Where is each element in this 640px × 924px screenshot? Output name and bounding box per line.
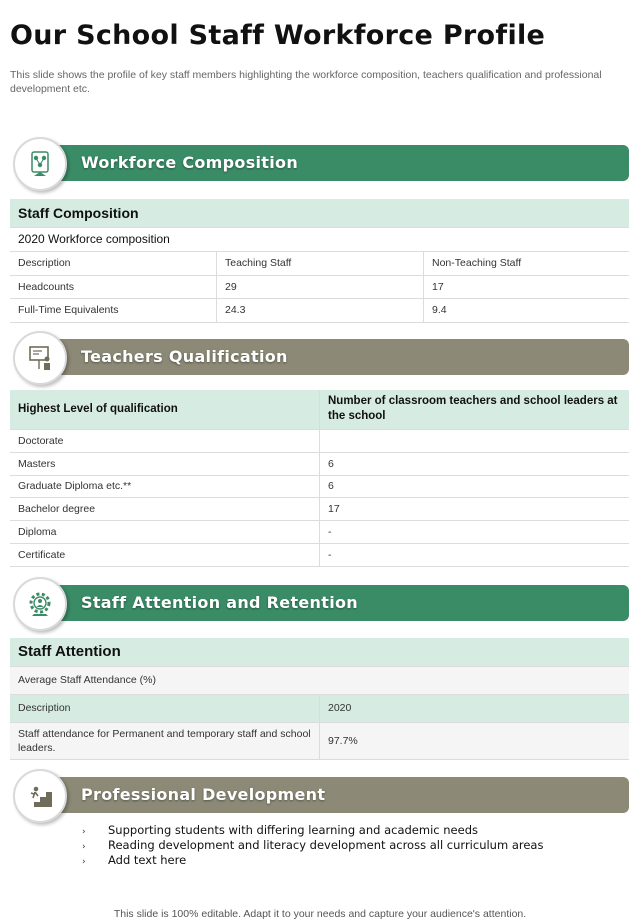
qualification-banner	[40, 339, 629, 375]
table-row	[10, 390, 629, 429]
chevron-right-icon: ›	[82, 857, 86, 867]
table-cell: 29	[217, 275, 424, 298]
staff-attention-heading: Staff Attention	[10, 638, 629, 666]
development-banner-title: Professional Development	[81, 785, 326, 804]
workforce-banner	[40, 145, 629, 181]
table-cell: 17	[424, 275, 630, 298]
table-row	[10, 275, 629, 298]
table-row	[10, 298, 629, 322]
table-cell	[320, 429, 630, 452]
table-row	[10, 251, 629, 275]
table-row	[10, 694, 629, 722]
column-header: Highest Level of qualification	[10, 390, 320, 429]
table-cell: -	[320, 543, 630, 566]
table-cell: 97.7%	[320, 722, 630, 759]
qualification-table	[10, 390, 629, 567]
table-row	[10, 199, 629, 227]
people-network-icon	[13, 137, 67, 191]
table-cell: Doctorate	[10, 429, 320, 452]
development-bullet-list	[82, 823, 543, 868]
table-row	[10, 666, 629, 694]
development-banner	[40, 777, 629, 813]
table-cell: 6	[320, 475, 630, 497]
bullet-text: Supporting students with differing learning and academic needs	[108, 823, 478, 837]
attention-banner	[40, 585, 629, 621]
attendance-subheading: Average Staff Attendance (%)	[10, 666, 629, 694]
table-cell: Diploma	[10, 520, 320, 543]
table-cell: Full-Time Equivalents	[10, 298, 217, 322]
chevron-right-icon: ›	[82, 827, 86, 837]
teacher-board-icon	[13, 331, 67, 385]
table-row	[10, 429, 629, 452]
column-header: Non-Teaching Staff	[424, 251, 630, 275]
table-cell: 17	[320, 497, 630, 520]
table-cell: 6	[320, 452, 630, 475]
table-row	[10, 475, 629, 497]
workforce-subheading: 2020 Workforce composition	[10, 227, 629, 251]
table-cell: Bachelor degree	[10, 497, 320, 520]
staff-composition-heading: Staff Composition	[10, 199, 629, 227]
table-row	[10, 227, 629, 251]
list-item	[82, 838, 543, 853]
attention-table	[10, 638, 629, 760]
qualification-banner-title: Teachers Qualification	[81, 347, 288, 366]
column-header: Description	[10, 694, 320, 722]
page-subtitle: This slide shows the profile of key staff members highlighting the workforce composition, teachers qualification and professional development etc.	[10, 69, 602, 95]
table-cell: Certificate	[10, 543, 320, 566]
attention-banner-title: Staff Attention and Retention	[81, 593, 358, 612]
table-row	[10, 722, 629, 759]
workforce-banner-title: Workforce Composition	[81, 153, 299, 172]
table-cell: Graduate Diploma etc.**	[10, 475, 320, 497]
footer-note: This slide is 100% editable. Adapt it to your needs and capture your audience's attention.	[113, 908, 527, 920]
table-cell: 9.4	[424, 298, 630, 322]
bullet-text: Reading development and literacy development across all curriculum areas	[108, 838, 544, 852]
table-cell: 24.3	[217, 298, 424, 322]
table-cell: Headcounts	[10, 275, 217, 298]
column-header: Teaching Staff	[217, 251, 424, 275]
table-cell: -	[320, 520, 630, 543]
list-item	[82, 853, 543, 868]
workforce-table	[10, 199, 629, 323]
column-header: Number of classroom teachers and school leaders at the school	[320, 390, 630, 429]
chevron-right-icon: ›	[82, 842, 86, 852]
table-row	[10, 497, 629, 520]
table-row	[10, 452, 629, 475]
table-cell: Masters	[10, 452, 320, 475]
list-item	[82, 823, 543, 838]
table-cell: Staff attendance for Permanent and temporary staff and school leaders.	[10, 722, 320, 759]
column-header: 2020	[320, 694, 630, 722]
table-row	[10, 543, 629, 566]
page-title: Our School Staff Workforce Profile	[10, 20, 546, 51]
table-row	[10, 520, 629, 543]
stairs-climb-icon	[13, 769, 67, 823]
gear-people-icon	[13, 577, 67, 631]
bullet-text: Add text here	[108, 853, 187, 867]
column-header: Description	[10, 251, 217, 275]
table-row	[10, 638, 629, 666]
